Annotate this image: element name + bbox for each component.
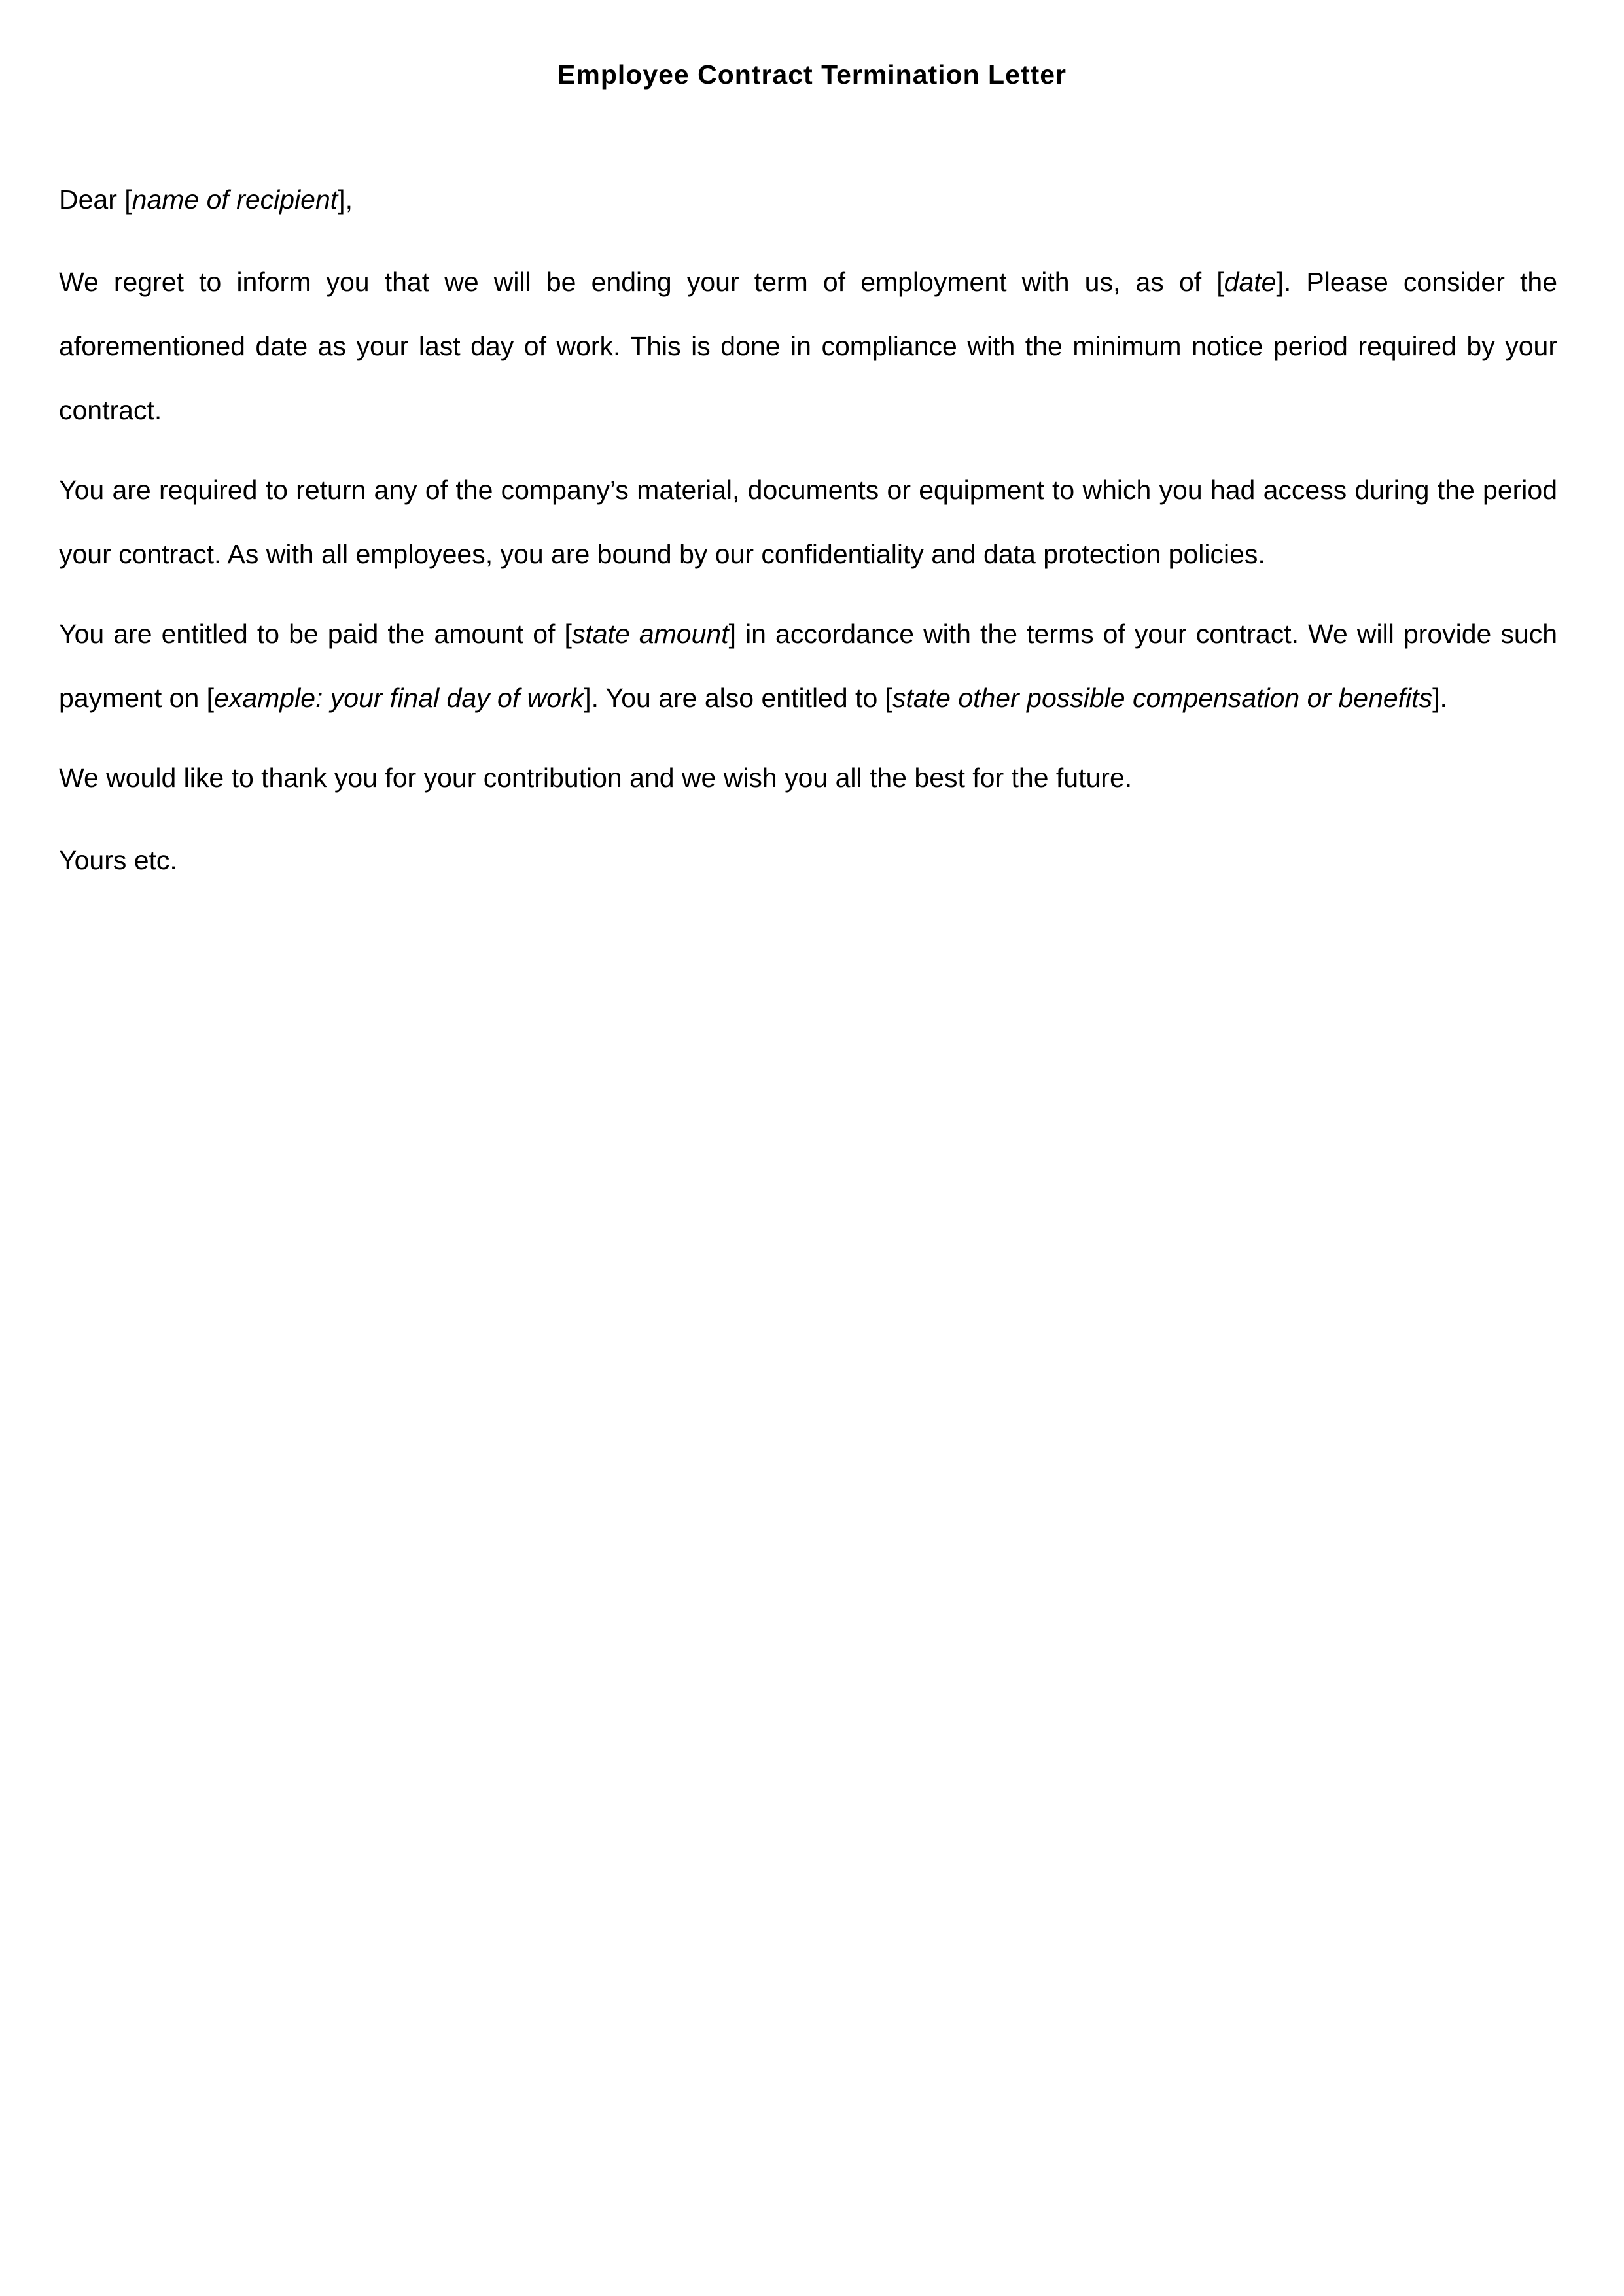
- p1-text-2: ]. Please consider the aforementioned date as your last day of work. This is done in compliance with the minimum notice period required by your contract.: [59, 267, 1557, 425]
- recipient-placeholder: name of recipient: [132, 184, 338, 215]
- closing-line: Yours etc.: [59, 845, 177, 875]
- paragraph-payment: [59, 602, 1557, 730]
- paragraph-3: [59, 602, 1557, 730]
- document-title: Employee Contract Termination Letter: [557, 60, 1067, 90]
- closing: [59, 828, 1557, 892]
- p3-text-1: You are entitled to be paid the amount of [: [59, 619, 572, 649]
- p3-text-2: ] in accordance with the terms of your contract. We will provide such payment on [: [59, 619, 1558, 713]
- salutation-line: [59, 167, 1557, 232]
- paragraph-termination-notice: [59, 250, 1557, 442]
- paragraph-return-materials: [59, 458, 1557, 586]
- amount-placeholder: state amount: [571, 619, 729, 649]
- p3-text-4: ].: [1432, 683, 1447, 713]
- date-placeholder: date: [1224, 267, 1277, 297]
- salutation-prefix: Dear [: [59, 184, 132, 215]
- paragraph-4: We would like to thank you for your contribution and we wish you all the best for the future.: [59, 763, 1133, 793]
- paragraph-thanks: [59, 746, 1557, 810]
- salutation: [59, 167, 1557, 232]
- p3-text-3: ]. You are also entitled to [: [584, 683, 893, 713]
- benefits-placeholder: state other possible compensation or benefits: [892, 683, 1433, 713]
- paragraph-1: [59, 250, 1557, 442]
- paragraph-2: You are required to return any of the company’s material, documents or equipment to which you had access during the period your contract. As with all employees, you are bound by our confidentiality and data protection policies.: [59, 475, 1557, 569]
- p1-text-1: We regret to inform you that we will be ending your term of employment with us, as of [: [59, 267, 1224, 297]
- payment-date-placeholder: example: your final day of work: [214, 683, 584, 713]
- salutation-suffix: ],: [338, 184, 353, 215]
